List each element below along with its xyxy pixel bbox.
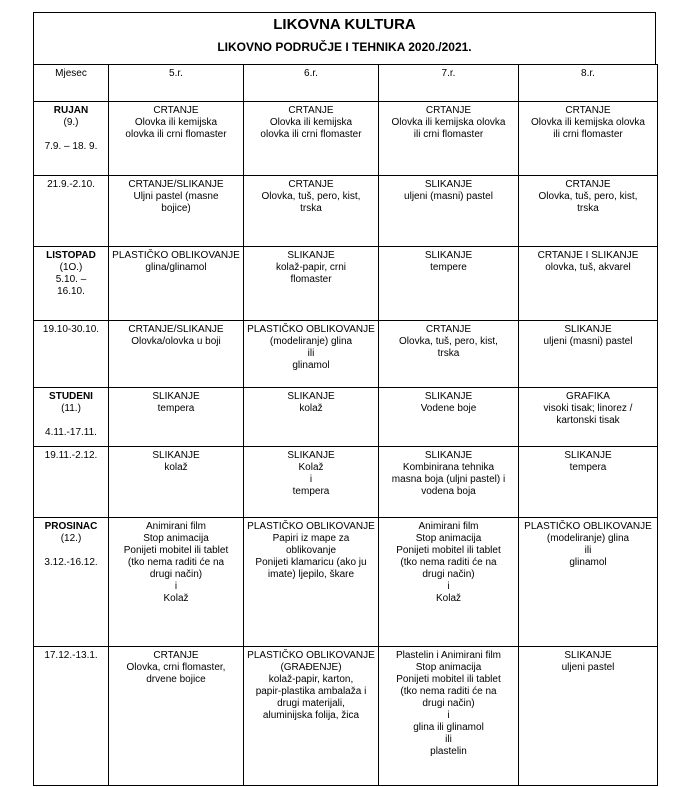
cell-line: PLASTIČKO OBLIKOVANJE	[112, 250, 240, 261]
table-row	[34, 388, 658, 447]
cell-line: Olovka, tuš, pero, kist,	[399, 336, 498, 347]
cell-line: Olovka, tuš, pero, kist,	[261, 191, 361, 202]
month-dates: 5.10. –	[55, 274, 87, 285]
grade-5-cell	[109, 102, 244, 176]
month-dates: 19.10-30.10.	[42, 324, 100, 335]
grade-7-cell	[379, 102, 519, 176]
cell-line: CRTANJE	[288, 105, 334, 116]
cell-line: Ponijeti mobitel ili tablet	[123, 545, 229, 556]
cell-line: SLIKANJE	[564, 450, 612, 461]
month-cell	[34, 102, 109, 176]
header-grade-6: 6.r.	[244, 65, 379, 102]
cell-line: (tko nema raditi će na	[400, 686, 497, 697]
grade-5-cell	[109, 647, 244, 786]
cell-line: glinamol	[292, 360, 330, 371]
cell-line: glina/glinamol	[145, 262, 207, 273]
cell-line: i	[174, 581, 178, 592]
cell-line: drugi način)	[422, 569, 475, 580]
month-dates: 19.11.-2.12.	[44, 450, 98, 461]
cell-line: glina ili glinamol	[413, 722, 484, 733]
cell-line: CRTANJE/SLIKANJE	[128, 324, 224, 335]
cell-line: i	[447, 581, 450, 592]
cell-line: ili crni flomaster	[413, 129, 484, 140]
cell-line: Stop animacija	[415, 662, 482, 673]
month-cell	[34, 321, 109, 388]
table-row	[34, 518, 658, 647]
cell-line: Vodene boje	[420, 403, 477, 414]
grade-6-cell	[244, 102, 379, 176]
grade-6-cell	[244, 321, 379, 388]
cell-line: CRTANJE I SLIKANJE	[537, 250, 639, 261]
table-row	[34, 102, 658, 176]
cell-line: SLIKANJE	[287, 250, 335, 261]
table-row	[34, 647, 658, 786]
month-dates: 7.9. – 18. 9.	[44, 141, 98, 152]
cell-line: PLASTIČKO OBLIKOVANJE	[524, 521, 652, 532]
month-name: STUDENI	[49, 391, 93, 402]
document-title: LIKOVNA KULTURA	[273, 16, 416, 33]
cell-line: flomaster	[290, 274, 332, 285]
grade-7-cell	[379, 247, 519, 321]
cell-line: plastelin	[430, 746, 467, 757]
grade-6-cell	[244, 388, 379, 447]
cell-line: tempere	[430, 262, 467, 273]
cell-line: CRTANJE/SLIKANJE	[128, 179, 224, 190]
cell-line: Kolaž	[435, 593, 461, 604]
cell-line: CRTANJE	[153, 105, 199, 116]
cell-line: kolaž-papir, karton,	[268, 674, 354, 685]
header-grade-5: 5.r.	[109, 65, 244, 102]
cell-line: uljeni pastel	[561, 662, 615, 673]
grade-7-cell	[379, 518, 519, 647]
cell-line: Ponijeti mobitel ili tablet	[396, 674, 501, 685]
cell-line: Olovka/olovka u boji	[131, 336, 221, 347]
month-cell	[34, 647, 109, 786]
cell-line: SLIKANJE	[424, 250, 473, 261]
cell-line: SLIKANJE	[564, 324, 612, 335]
grade-7-cell	[379, 447, 519, 518]
month-cell	[34, 247, 109, 321]
cell-line: glinamol	[569, 557, 607, 568]
cell-line: CRTANJE	[565, 179, 611, 190]
cell-line: tempera	[157, 403, 195, 414]
cell-line: bojice)	[161, 203, 191, 214]
grade-8-cell	[519, 321, 658, 388]
grade-8-cell	[519, 647, 658, 786]
cell-line: PLASTIČKO OBLIKOVANJE	[247, 324, 375, 335]
cell-line: Kolaž	[163, 593, 189, 604]
schedule-table	[33, 64, 658, 786]
month-cell	[34, 176, 109, 247]
month-dates2: 16.10.	[57, 286, 85, 297]
grade-6-cell	[244, 447, 379, 518]
cell-line: Stop animacija	[415, 533, 482, 544]
cell-line: CRTANJE	[153, 650, 199, 661]
grade-5-cell	[109, 447, 244, 518]
cell-line: ili	[307, 348, 315, 359]
month-dates: 4.11.-17.11.	[45, 427, 97, 438]
cell-line: Olovka ili kemijska olovka	[531, 117, 645, 128]
month-cell	[34, 518, 109, 647]
cell-line: oblikovanje	[285, 545, 337, 556]
cell-line: uljeni (masni) pastel	[543, 336, 633, 347]
cell-line: olovka ili crni flomaster	[260, 129, 362, 140]
cell-line: drvene bojice	[146, 674, 206, 685]
table-row	[34, 176, 658, 247]
cell-line: masna boja (uljni pastel) i	[391, 474, 506, 485]
cell-line: aluminijska folija, žica	[262, 710, 360, 721]
cell-line: SLIKANJE	[424, 450, 473, 461]
month-num: (11.)	[61, 403, 81, 414]
cell-line: SLIKANJE	[564, 650, 612, 661]
month-dates: 3.12.-16.12.	[44, 557, 98, 568]
month-cell	[34, 447, 109, 518]
cell-line: Kolaž	[298, 462, 324, 473]
cell-line: imate) ljepilo, škare	[267, 569, 355, 580]
cell-line: Olovka, tuš, pero, kist,	[538, 191, 638, 202]
cell-line: Olovka ili kemijska	[134, 117, 218, 128]
cell-line: Kombinirana tehnika	[402, 462, 495, 473]
cell-line: (modeliranje) glina	[546, 533, 630, 544]
cell-line: SLIKANJE	[152, 450, 200, 461]
cell-line: SLIKANJE	[424, 391, 473, 402]
cell-line: Plastelin i Animirani film	[395, 650, 502, 661]
table-row	[34, 247, 658, 321]
month-name: RUJAN	[53, 105, 89, 116]
cell-line: trska	[577, 203, 599, 214]
cell-line: SLIKANJE	[287, 450, 335, 461]
cell-line: kolaž	[299, 403, 323, 414]
cell-line: ili crni flomaster	[553, 129, 623, 140]
cell-line: (modeliranje) glina	[269, 336, 353, 347]
grade-7-cell	[379, 388, 519, 447]
cell-line: CRTANJE	[565, 105, 611, 116]
grade-7-cell	[379, 647, 519, 786]
grade-5-cell	[109, 247, 244, 321]
cell-line: drugi način)	[149, 569, 203, 580]
grade-6-cell	[244, 176, 379, 247]
cell-line: uljeni (masni) pastel	[404, 191, 493, 202]
cell-line: tempera	[569, 462, 607, 473]
month-num: (1O.)	[59, 262, 83, 273]
cell-line: Stop animacija	[143, 533, 209, 544]
month-name: LISTOPAD	[46, 250, 96, 261]
grade-5-cell	[109, 388, 244, 447]
month-num: (9.)	[63, 117, 79, 128]
header-grade-7: 7.r.	[379, 65, 519, 102]
grade-5-cell	[109, 321, 244, 388]
grade-7-cell	[379, 176, 519, 247]
cell-line: ili	[584, 545, 592, 556]
cell-line: kolaž	[164, 462, 188, 473]
cell-line: PLASTIČKO OBLIKOVANJE	[247, 521, 375, 532]
cell-line: SLIKANJE	[287, 391, 335, 402]
header-month: Mjesec	[34, 65, 109, 102]
cell-line: ili	[445, 734, 452, 745]
cell-line: CRTANJE	[425, 105, 472, 116]
month-dates: 17.12.-13.1.	[44, 650, 98, 661]
cell-line: SLIKANJE	[424, 179, 473, 190]
grade-5-cell	[109, 518, 244, 647]
cell-line: olovka, tuš, akvarel	[545, 262, 631, 273]
cell-line: trska	[437, 348, 460, 359]
cell-line: (tko nema raditi će na	[400, 557, 497, 568]
cell-line: Animirani film	[418, 521, 479, 532]
cell-line: tempera	[292, 486, 330, 497]
table-row	[34, 321, 658, 388]
cell-line: Olovka, crni flomaster,	[126, 662, 226, 673]
cell-line: Olovka ili kemijska olovka	[391, 117, 506, 128]
month-cell	[34, 388, 109, 447]
cell-line: drugi materijali,	[277, 698, 345, 709]
cell-line: Uljni pastel (masne	[133, 191, 219, 202]
cell-line: Papiri iz mape za	[272, 533, 350, 544]
grade-6-cell	[244, 647, 379, 786]
cell-line: kartonski tisak	[556, 415, 620, 426]
grade-7-cell	[379, 321, 519, 388]
grade-8-cell	[519, 102, 658, 176]
month-dates: 21.9.-2.10.	[47, 179, 95, 190]
cell-line: i	[447, 710, 450, 721]
cell-line: (GRAĐENJE)	[280, 662, 342, 673]
cell-line: (tko nema raditi će na	[127, 557, 225, 568]
grade-8-cell	[519, 247, 658, 321]
cell-line: PLASTIČKO OBLIKOVANJE	[247, 650, 375, 661]
grade-8-cell	[519, 176, 658, 247]
title-box	[33, 12, 656, 65]
cell-line: vodena boja	[421, 486, 476, 497]
document-page	[33, 12, 656, 786]
cell-line: CRTANJE	[288, 179, 334, 190]
grade-6-cell	[244, 518, 379, 647]
grade-8-cell	[519, 388, 658, 447]
cell-line: trska	[300, 203, 322, 214]
cell-line: i	[309, 474, 313, 485]
grade-8-cell	[519, 447, 658, 518]
cell-line: olovka ili crni flomaster	[125, 129, 227, 140]
cell-line: Ponijeti klamaricu (ako ju	[255, 557, 367, 568]
grade-6-cell	[244, 247, 379, 321]
cell-line: Ponijeti mobitel ili tablet	[396, 545, 501, 556]
cell-line: Animirani film	[145, 521, 206, 532]
document-subtitle: LIKOVNO PODRUČJE I TEHNIKA 2020./2021.	[217, 40, 472, 54]
cell-line: visoki tisak; linorez /	[543, 403, 633, 414]
cell-line: GRAFIKA	[566, 391, 610, 402]
cell-line: SLIKANJE	[152, 391, 200, 402]
header-grade-8: 8.r.	[519, 65, 658, 102]
cell-line: papir-plastika ambalaža i	[255, 686, 367, 697]
month-name: PROSINAC	[44, 521, 98, 532]
grade-5-cell	[109, 176, 244, 247]
cell-line: Olovka ili kemijska	[269, 117, 353, 128]
header-row	[34, 65, 658, 102]
table-row	[34, 447, 658, 518]
grade-8-cell	[519, 518, 658, 647]
cell-line: kolaž-papir, crni	[275, 262, 347, 273]
month-num: (12.)	[60, 533, 82, 544]
cell-line: CRTANJE	[425, 324, 472, 335]
cell-line: drugi način)	[422, 698, 475, 709]
